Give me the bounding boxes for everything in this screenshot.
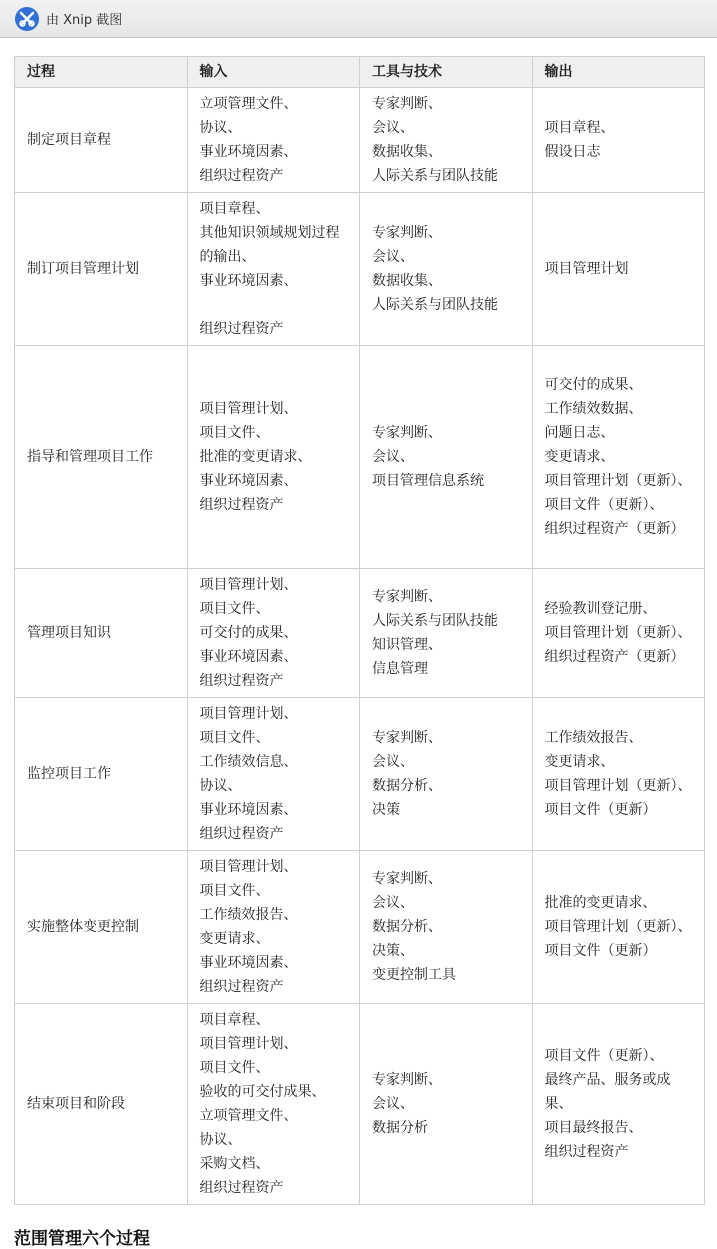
cell-inputs: 项目管理计划、 项目文件、 工作绩效报告、 变更请求、 事业环境因素、 组织过程资产 [187,851,360,1004]
cell-outputs: 可交付的成果、 工作绩效数据、 问题日志、 变更请求、 项目管理计划（更新）、 项目文件（更新）、 组织过程资产（更新） [532,346,705,569]
cell-tools: 专家判断、 会议、 数据分析、 决策 [360,698,533,851]
table-header-row [15,57,705,88]
xnip-app-icon [15,7,39,31]
cell-tools: 专家判断、 会议、 数据收集、 人际关系与团队技能 [360,193,533,346]
cell-outputs: 项目文件（更新）、 最终产品、服务或成果、 项目最终报告、 组织过程资产 [532,1004,705,1205]
cell-process: 制定项目章程 [15,88,188,193]
header-inputs: 输入 [187,57,360,88]
header-process: 过程 [15,57,188,88]
table-row [15,851,705,1004]
cell-inputs: 项目章程、 其他知识领域规划过程的输出、 事业环境因素、 组织过程资产 [187,193,360,346]
cell-process: 结束项目和阶段 [15,1004,188,1205]
title-bar [0,0,717,38]
table-row [15,193,705,346]
cell-inputs: 项目管理计划、 项目文件、 可交付的成果、 事业环境因素、 组织过程资产 [187,569,360,698]
cell-process: 指导和管理项目工作 [15,346,188,569]
cell-inputs: 项目章程、 项目管理计划、 项目文件、 验收的可交付成果、 立项管理文件、 协议、 采购文档、 组织过程资产 [187,1004,360,1205]
cell-process: 实施整体变更控制 [15,851,188,1004]
table-row [15,346,705,569]
header-tools: 工具与技术 [360,57,533,88]
table-row [15,569,705,698]
table-row [15,698,705,851]
cell-process: 制订项目管理计划 [15,193,188,346]
cell-tools: 专家判断、 会议、 数据分析 [360,1004,533,1205]
cell-outputs: 经验教训登记册、 项目管理计划（更新）、 组织过程资产（更新） [532,569,705,698]
document-content [14,56,704,1205]
table-row [15,88,705,193]
cell-outputs: 项目章程、 假设日志 [532,88,705,193]
integration-process-table [14,56,705,1205]
cell-tools: 专家判断、 人际关系与团队技能 知识管理、 信息管理 [360,569,533,698]
cell-inputs: 立项管理文件、 协议、 事业环境因素、 组织过程资产 [187,88,360,193]
cell-outputs: 批准的变更请求、 项目管理计划（更新）、 项目文件（更新） [532,851,705,1004]
cell-outputs: 项目管理计划 [532,193,705,346]
header-outputs: 输出 [532,57,705,88]
cell-process: 监控项目工作 [15,698,188,851]
table-row [15,1004,705,1205]
cell-tools: 专家判断、 会议、 项目管理信息系统 [360,346,533,569]
cell-tools: 专家判断、 会议、 数据收集、 人际关系与团队技能 [360,88,533,193]
cell-process: 管理项目知识 [15,569,188,698]
cell-tools: 专家判断、 会议、 数据分析、 决策、 变更控制工具 [360,851,533,1004]
section-heading: 范围管理六个过程 [14,1229,150,1249]
cell-inputs: 项目管理计划、 项目文件、 工作绩效信息、 协议、 事业环境因素、 组织过程资产 [187,698,360,851]
titlebar-title: 由 Xnip 截图 [46,13,123,28]
cell-outputs: 工作绩效报告、 变更请求、 项目管理计划（更新）、 项目文件（更新） [532,698,705,851]
cell-inputs: 项目管理计划、 项目文件、 批准的变更请求、 事业环境因素、 组织过程资产 [187,346,360,569]
